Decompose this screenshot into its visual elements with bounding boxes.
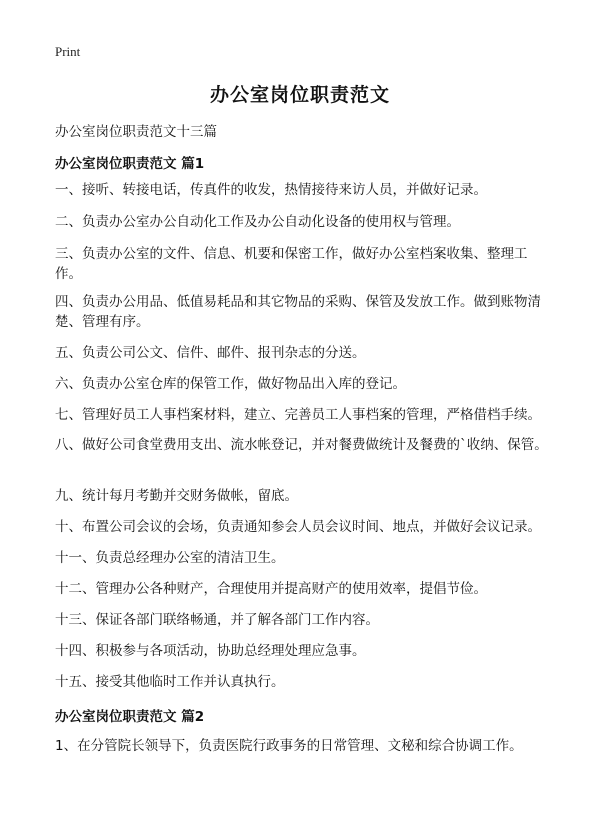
list-item: 1、在分管院长领导下，负责医院行政事务的日常管理、文秘和综合协调工作。 bbox=[55, 738, 523, 754]
section-heading-2: 办公室岗位职责范文 篇2 bbox=[55, 709, 205, 725]
list-item: 十三、保证各部门联络畅通，并了解各部门工作内容。 bbox=[55, 612, 379, 628]
page-subtitle: 办公室岗位职责范文十三篇 bbox=[55, 124, 217, 140]
list-item: 十二、管理办公各种财产，合理使用并提高财产的使用效率，提倡节俭。 bbox=[55, 581, 487, 597]
print-link[interactable]: Print bbox=[55, 44, 81, 59]
list-item: 七、管理好员工人事档案材料，建立、完善员工人事档案的管理，严格借档手续。 bbox=[55, 407, 541, 423]
list-item: 一、接听、转接电话，传真件的收发，热情接待来访人员，并做好记录。 bbox=[55, 182, 487, 198]
list-item: 九、统计每月考勤并交财务做帐，留底。 bbox=[55, 488, 298, 504]
list-item: 五、负责公司公文、信件、邮件、报刊杂志的分送。 bbox=[55, 345, 366, 361]
list-item: 十一、负责总经理办公室的清洁卫生。 bbox=[55, 550, 285, 566]
list-item: 十四、积极参与各项活动，协助总经理处理应急事。 bbox=[55, 643, 366, 659]
list-item: 二、负责办公室办公自动化工作及办公自动化设备的使用权与管理。 bbox=[55, 214, 460, 230]
list-item: 六、负责办公室仓库的保管工作，做好物品出入库的登记。 bbox=[55, 376, 406, 392]
list-item: 十、布置公司会议的会场，负责通知参会人员会议时间、地点，并做好会议记录。 bbox=[55, 519, 541, 535]
section-heading-1: 办公室岗位职责范文 篇1 bbox=[55, 156, 205, 172]
list-item: 十五、接受其他临时工作并认真执行。 bbox=[55, 674, 285, 690]
list-item: 八、做好公司食堂费用支出、流水帐登记，并对餐费做统计及餐费的`收纳、保管。 bbox=[55, 437, 548, 453]
list-item: 四、负责办公用品、低值易耗品和其它物品的采购、保管及发放工作。做到账物清楚、管理有序。 bbox=[55, 294, 541, 330]
list-item: 三、负责办公室的文件、信息、机要和保密工作，做好办公室档案收集、整理工作。 bbox=[55, 246, 528, 282]
page-title: 办公室岗位职责范文 bbox=[209, 84, 390, 106]
